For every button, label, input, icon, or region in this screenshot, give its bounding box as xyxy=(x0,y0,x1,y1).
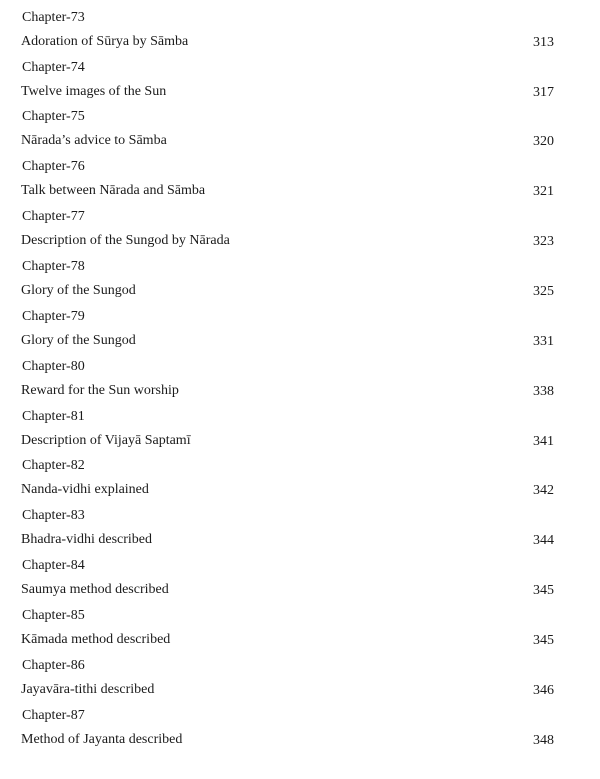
page-number: 348 xyxy=(533,733,554,748)
toc-entry xyxy=(0,657,600,707)
page-number: 325 xyxy=(533,284,554,299)
chapter-title: Glory of the Sungod xyxy=(21,283,136,298)
toc-entry xyxy=(0,158,600,208)
chapter-title: Jayavāra-tithi described xyxy=(21,682,155,697)
toc-entry xyxy=(0,358,600,408)
chapter-label: Chapter-77 xyxy=(22,209,85,224)
chapter-title: Bhadra-vidhi described xyxy=(21,532,153,547)
page-number: 331 xyxy=(533,334,554,349)
chapter-label: Chapter-82 xyxy=(22,458,85,473)
toc-entry xyxy=(0,208,600,258)
chapter-title: Kāmada method described xyxy=(21,632,171,647)
toc-entry xyxy=(0,607,600,657)
page-number: 321 xyxy=(533,184,554,199)
chapter-label: Chapter-86 xyxy=(22,658,85,673)
chapter-label: Chapter-79 xyxy=(22,309,85,324)
chapter-label: Chapter-84 xyxy=(22,558,85,573)
chapter-label: Chapter-83 xyxy=(22,508,85,523)
page-number: 320 xyxy=(533,134,554,149)
chapter-title: Talk between Nārada and Sāmba xyxy=(21,183,206,198)
chapter-title: Description of Vijayā Saptamī xyxy=(21,433,191,448)
chapter-label: Chapter-80 xyxy=(22,359,85,374)
chapter-label: Chapter-75 xyxy=(22,109,85,124)
chapter-title: Adoration of Sūrya by Sāmba xyxy=(21,34,189,49)
chapter-label: Chapter-87 xyxy=(22,708,85,723)
toc-entry xyxy=(0,258,600,308)
chapter-label: Chapter-81 xyxy=(22,409,85,424)
chapter-title: Nanda-vidhi explained xyxy=(21,482,149,497)
toc-entry xyxy=(0,557,600,607)
toc-entry xyxy=(0,108,600,158)
chapter-label: Chapter-76 xyxy=(22,159,85,174)
page-number: 345 xyxy=(533,583,554,598)
chapter-title: Twelve images of the Sun xyxy=(21,84,167,99)
page-number: 344 xyxy=(533,533,554,548)
chapter-title: Nārada’s advice to Sāmba xyxy=(21,133,167,148)
page-number: 346 xyxy=(533,683,554,698)
chapter-title: Description of the Sungod by Nārada xyxy=(21,233,230,248)
page-number: 338 xyxy=(533,384,554,399)
chapter-label: Chapter-85 xyxy=(22,608,85,623)
page-number: 342 xyxy=(533,483,554,498)
chapter-label: Chapter-74 xyxy=(22,60,85,75)
toc-entry xyxy=(0,707,600,757)
chapter-title: Reward for the Sun worship xyxy=(21,383,179,398)
page-number: 323 xyxy=(533,234,554,249)
toc-entry xyxy=(0,408,600,458)
toc-entry xyxy=(0,507,600,557)
toc-entry xyxy=(0,457,600,507)
page-number: 317 xyxy=(533,85,554,100)
toc-entry xyxy=(0,59,600,109)
chapter-title: Method of Jayanta described xyxy=(21,732,183,747)
chapter-title: Saumya method described xyxy=(21,582,169,597)
page-number: 345 xyxy=(533,633,554,648)
page-number: 341 xyxy=(533,434,554,449)
chapter-label: Chapter-73 xyxy=(22,10,85,25)
toc-entry xyxy=(0,308,600,358)
toc-entry xyxy=(0,9,600,59)
chapter-title: Glory of the Sungod xyxy=(21,333,136,348)
chapter-label: Chapter-78 xyxy=(22,259,85,274)
page-number: 313 xyxy=(533,35,554,50)
